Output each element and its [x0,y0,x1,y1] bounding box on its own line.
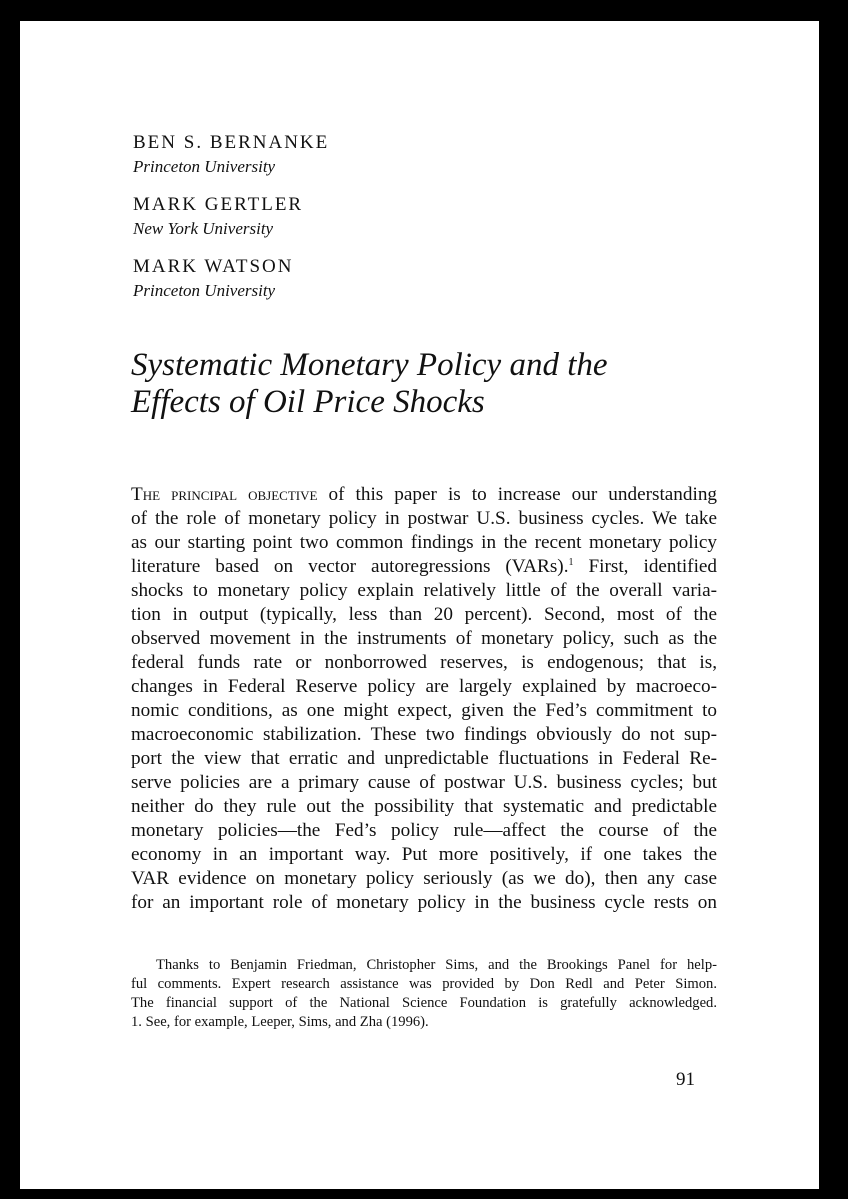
footnote-thanks-line: ful comments. Expert research assistance was provided by Don Redl and Peter Simon. [131,976,717,992]
footnote-1: 1. See, for example, Leeper, Sims, and Zha (1996). [131,1014,429,1030]
author-block [133,255,733,303]
footnotes [131,956,717,1032]
author-affiliation: Princeton University [133,157,276,176]
paper-title [131,347,751,421]
body-line: nomic conditions, as one might expect, given the Fed’s commitment to [131,700,717,721]
title-line-2: Effects of Oil Price Shocks [131,384,485,420]
body-line: shocks to monetary policy explain relatively little of the overall varia- [131,580,717,601]
author-block [133,193,733,241]
body-line: neither do they rule out the possibility that systematic and predictable [131,796,717,817]
body-paragraph [131,483,717,915]
page-number: 91 [676,1069,695,1090]
author-list [133,131,733,317]
body-line: tion in output (typically, less than 20 percent). Second, most of the [131,604,717,625]
author-affiliation: New York University [133,219,274,238]
footnote-marker: 1 [568,557,574,568]
author-name: BEN S. BERNANKE [133,132,330,153]
author-block [133,131,733,179]
body-line: observed movement in the instruments of monetary policy, such as the [131,628,717,649]
title-line-1: Systematic Monetary Policy and the [131,347,608,383]
body-line: changes in Federal Reserve policy are largely explained by macroeco- [131,676,717,697]
body-line: The principal objective of this paper is to increase our understanding [131,484,718,505]
body-line: serve policies are a primary cause of postwar U.S. business cycles; but [131,772,717,793]
body-line: for an important role of monetary policy in the business cycle rests on [131,892,717,913]
body-line: literature based on vector autoregressions (VARs).$^1$ First, identified [131,556,718,577]
body-line: as our starting point two common findings in the recent monetary policy [131,532,717,553]
body-line: monetary policies—the Fed’s policy rule—affect the course of the [131,820,717,841]
author-affiliation: Princeton University [133,281,276,300]
lead-in-smallcaps: The principal objective [131,484,318,505]
body-line: VAR evidence on monetary policy seriously (as we do), then any case [131,868,717,889]
body-line: port the view that erratic and unpredictable fluctuations in Federal Re- [131,748,717,769]
paper-page [20,21,819,1189]
author-name: MARK GERTLER [133,194,304,215]
author-name: MARK WATSON [133,256,294,277]
body-line: economy in an important way. Put more positively, if one takes the [131,844,717,865]
body-line: federal funds rate or nonborrowed reserves, is endogenous; that is, [131,652,717,673]
body-line: of the role of monetary policy in postwar U.S. business cycles. We take [131,508,717,529]
body-line: macroeconomic stabilization. These two findings obviously do not sup- [131,724,717,745]
footnote-thanks-line: Thanks to Benjamin Friedman, Christopher Sims, and the Brookings Panel for help- [156,957,717,973]
footnote-thanks-line: The financial support of the National Science Foundation is gratefully acknowledged. [131,995,717,1011]
